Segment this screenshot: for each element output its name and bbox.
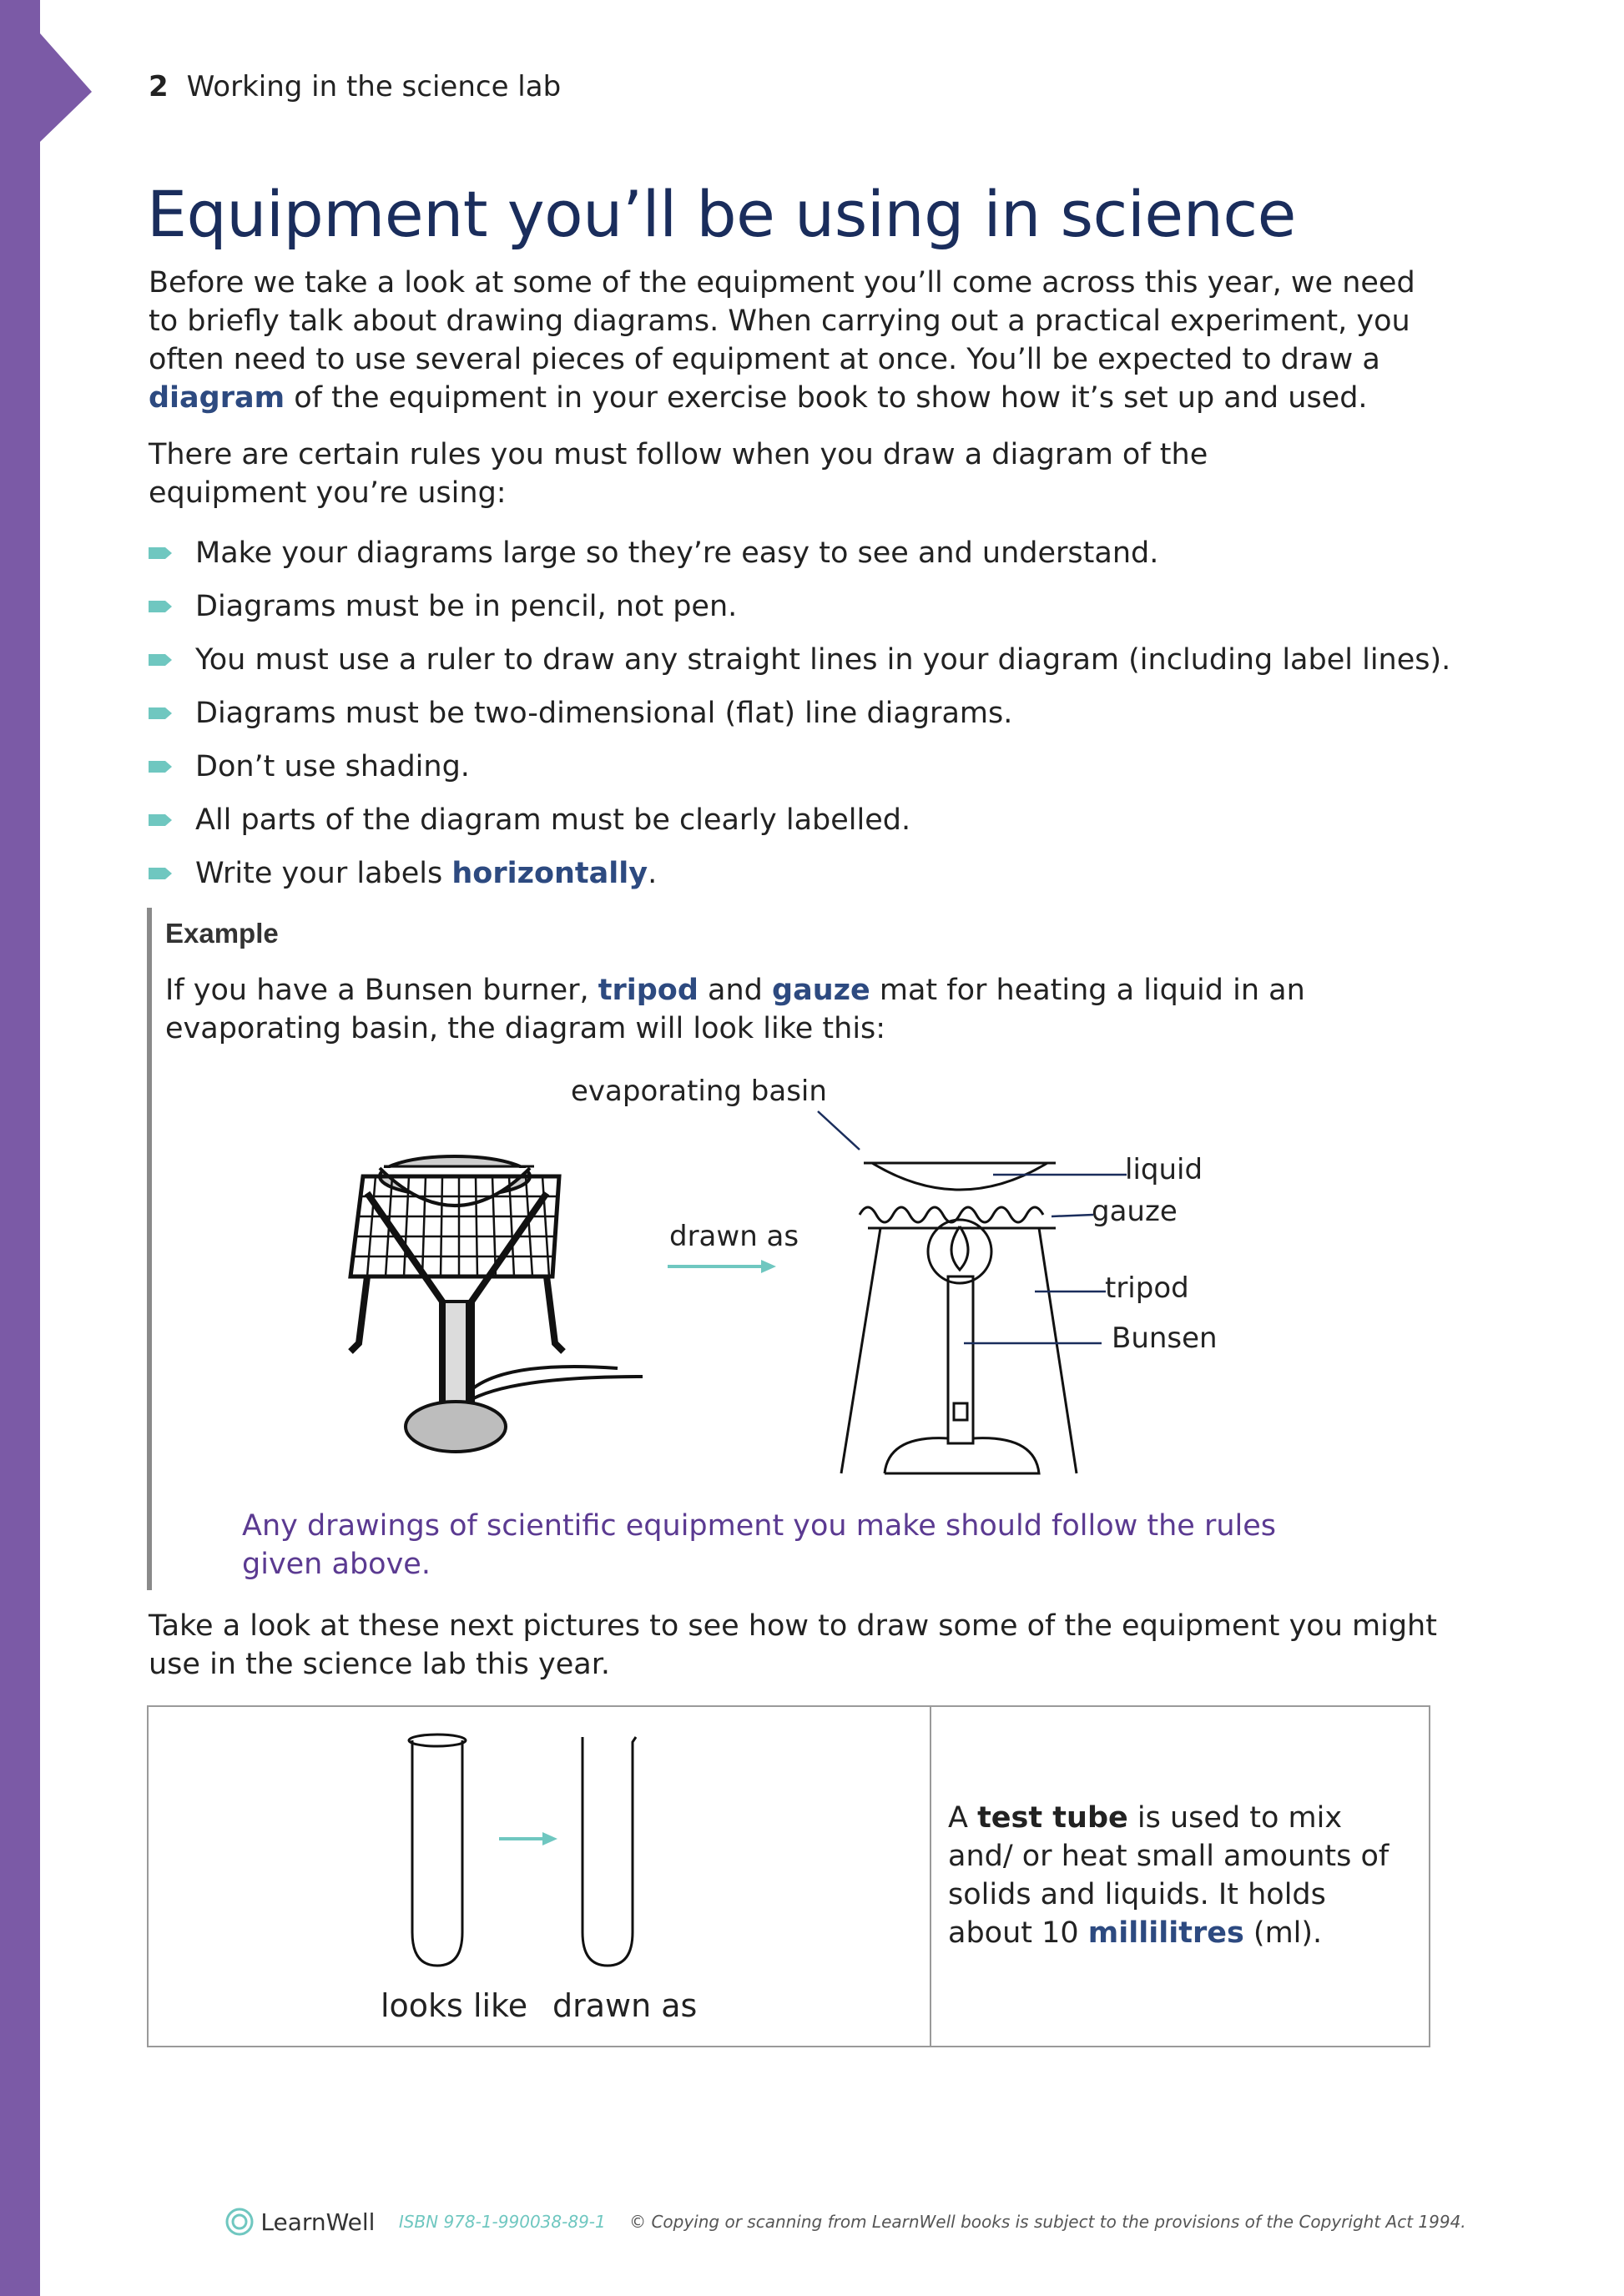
page-title: Equipment you’ll be using in science xyxy=(147,177,1296,251)
example-text: and xyxy=(698,974,773,1007)
section-title: Working in the science lab xyxy=(186,70,562,103)
bunsen-diagram xyxy=(334,1076,1252,1493)
page-footer xyxy=(224,2206,1466,2238)
drawn-as-label: drawn as xyxy=(552,1987,698,2024)
label-tripod: tripod xyxy=(1105,1271,1189,1305)
line-diagram-bunsen xyxy=(841,1163,1077,1473)
arrow-bullet-icon xyxy=(149,864,174,883)
desc-text: is used to mix and/ or heat small amounts of solids and liquids. It holds about 10 xyxy=(948,1801,1389,1950)
test-tube-description xyxy=(948,1799,1399,1952)
rule-text: You must use a ruler to draw any straight lines in your diagram (including label lines). xyxy=(195,643,1451,677)
arrow-bullet-icon xyxy=(149,597,174,616)
keyword-horizontally: horizontally xyxy=(451,857,648,890)
label-liquid: liquid xyxy=(1125,1153,1203,1186)
arrow-bullet-icon xyxy=(149,651,174,669)
looks-like-label: looks like xyxy=(381,1987,528,2024)
copyright-notice: © Copying or scanning from LearnWell books is subject to the provisions of the Copyright Act 1994. xyxy=(629,2212,1466,2232)
label-evaporating-basin: evaporating basin xyxy=(571,1075,827,1108)
learnwell-logo-icon xyxy=(224,2206,255,2238)
rule-text: Make your diagrams large so they’re easy to see and understand. xyxy=(195,536,1159,570)
list-item xyxy=(149,801,1500,854)
running-head xyxy=(149,70,561,103)
example-text: mat for heating a liquid in an evaporating basin, the diagram will look like this: xyxy=(165,974,1305,1045)
keyword-gauze: gauze xyxy=(772,974,870,1007)
arrow-bullet-icon xyxy=(149,544,174,562)
intro-paragraph-2: There are certain rules you must follow when you draw a diagram of the equipment you’re using: xyxy=(149,438,1208,510)
brand-name: LearnWell xyxy=(260,2208,376,2236)
rule-text: Don’t use shading. xyxy=(195,750,470,783)
list-item xyxy=(149,748,1500,801)
list-item xyxy=(149,587,1500,641)
equipment-image-cell xyxy=(148,1706,931,2047)
label-drawn-as: drawn as xyxy=(669,1220,799,1253)
rule-text: All parts of the diagram must be clearly labelled. xyxy=(195,803,911,837)
arrow-bullet-icon xyxy=(149,704,174,723)
list-item xyxy=(149,694,1500,748)
example-caption: Any drawings of scientific equipment you make should follow the rules given above. xyxy=(242,1509,1277,1581)
test-tube-illustration xyxy=(407,1732,708,1991)
rule-text: Write your labels xyxy=(195,857,452,890)
desc-text: A xyxy=(948,1801,978,1835)
page-sidebar-band xyxy=(0,0,40,2296)
arrow-bullet-icon xyxy=(149,758,174,776)
keyword-tripod: tripod xyxy=(598,974,699,1007)
rule-text-end: . xyxy=(648,857,658,890)
list-item xyxy=(149,534,1500,587)
keyword-diagram: diagram xyxy=(149,381,285,415)
list-item xyxy=(149,641,1500,694)
intro-paragraph-1 xyxy=(149,264,1450,417)
example-side-bar xyxy=(147,908,152,1590)
rule-text: Diagrams must be two-dimensional (flat) line diagrams. xyxy=(195,697,1013,730)
isbn: ISBN 978-1-990038-89-1 xyxy=(398,2212,606,2232)
keyword-test-tube: test tube xyxy=(977,1801,1128,1835)
desc-text: (ml). xyxy=(1243,1916,1323,1950)
intro-text-end: of the equipment in your exercise book to show how it’s set up and used. xyxy=(285,381,1368,415)
rule-text: Diagrams must be in pencil, not pen. xyxy=(195,590,738,623)
equipment-table xyxy=(147,1705,1430,2047)
rules-list xyxy=(149,534,1500,908)
example-paragraph xyxy=(165,971,1417,1048)
keyword-millilitres: millilitres xyxy=(1087,1916,1244,1950)
label-gauze: gauze xyxy=(1092,1195,1178,1228)
page-tab-arrow xyxy=(0,0,100,150)
list-item xyxy=(149,854,1500,908)
label-bunsen: Bunsen xyxy=(1112,1322,1218,1355)
table-row xyxy=(148,1706,1430,2047)
example-text: If you have a Bunsen burner, xyxy=(165,974,598,1007)
equipment-description-cell xyxy=(931,1706,1430,2047)
arrow-bullet-icon xyxy=(149,811,174,829)
example-heading: Example xyxy=(165,918,279,949)
realistic-bunsen-picture xyxy=(351,1156,643,1452)
drawn-as-arrow-head xyxy=(761,1260,776,1273)
intro-text: Before we take a look at some of the equipment you’ll come across this year, we need to briefly talk about drawing diagrams. When carrying out a practical experiment, you often need to use several pieces of equipment at once. You’ll be expected to draw a xyxy=(149,266,1415,376)
page-number: 2 xyxy=(149,70,169,103)
next-paragraph: Take a look at these next pictures to see how to draw some of the equipment you might use in the science lab this year. xyxy=(149,1609,1437,1681)
